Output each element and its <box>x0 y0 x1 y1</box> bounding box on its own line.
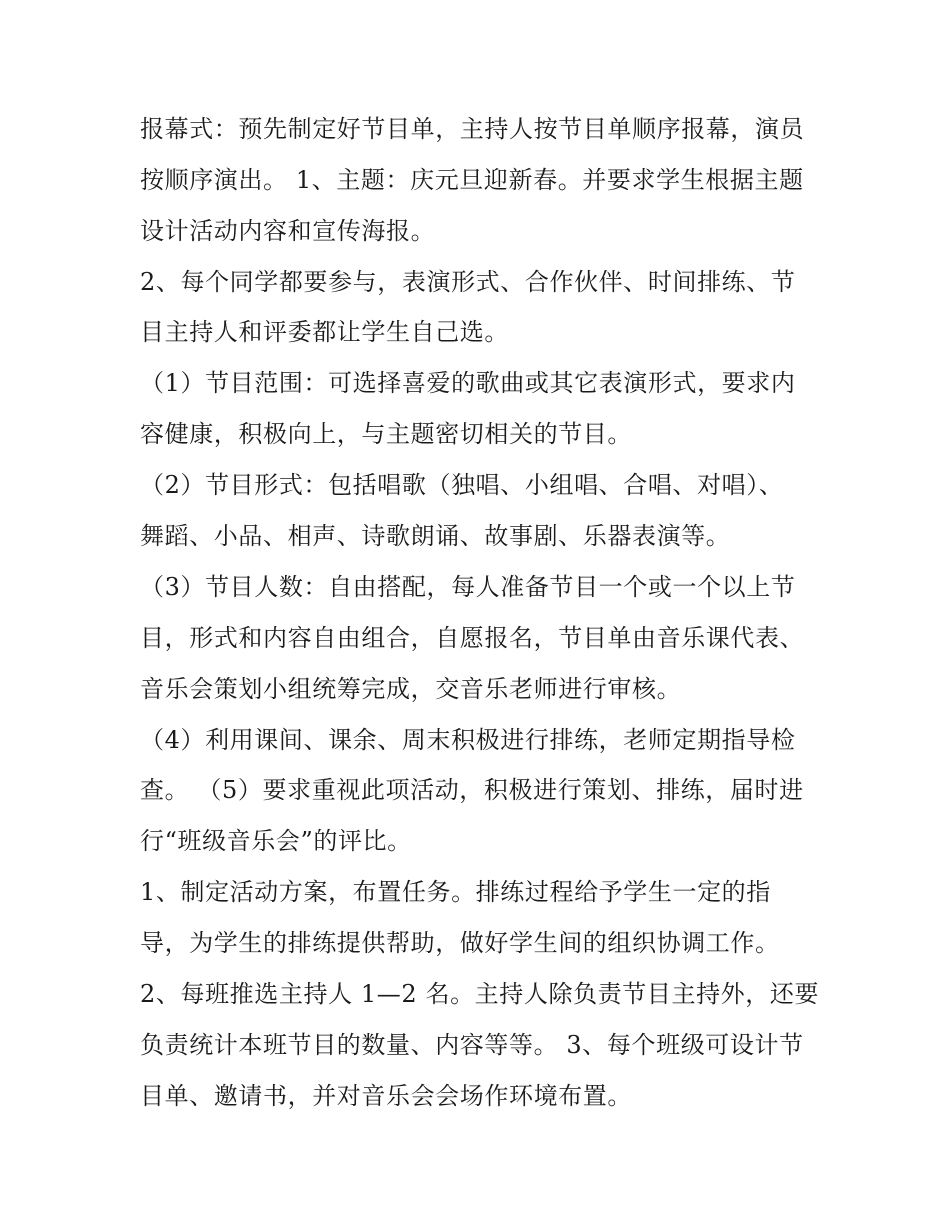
text-line: 2、每个同学都要参与，表演形式、合作伙伴、时间排练、节 <box>140 268 796 296</box>
text-line: 目主持人和评委都让学生自己选。 <box>140 318 509 346</box>
text-line: 2、每班推选主持人 1—2 名。主持人除负责节目主持外，还要 <box>140 980 820 1008</box>
text-line: （4）利用课间、课余、周末积极进行排练，老师定期指导检 <box>140 726 796 754</box>
text-line: 舞蹈、小品、相声、诗歌朗诵、故事剧、乐器表演等。 <box>140 522 731 550</box>
text-line: 容健康，积极向上，与主题密切相关的节目。 <box>140 420 632 448</box>
text-line: 导，为学生的排练提供帮助，做好学生间的组织协调工作。 <box>140 929 780 957</box>
text-line: （1）节目范围：可选择喜爱的歌曲或其它表演形式，要求内 <box>140 369 796 397</box>
text-line: 目，形式和内容自由组合，自愿报名，节目单由音乐课代表、 <box>140 624 805 652</box>
text-line: 音乐会策划小组统筹完成，交音乐老师进行审核。 <box>140 675 682 703</box>
text-line: 查。 （5）要求重视此项活动，积极进行策划、排练，届时进 <box>140 776 804 804</box>
text-line: 按顺序演出。 1、主题：庆元旦迎新春。并要求学生根据主题 <box>140 166 804 194</box>
text-line: 负责统计本班节目的数量、内容等等。 3、每个班级可设计节 <box>140 1031 804 1059</box>
text-line: 目单、邀请书，并对音乐会会场作环境布置。 <box>140 1082 632 1110</box>
text-line: 行“班级音乐会”的评比。 <box>140 827 412 855</box>
text-line: （3）节目人数：自由搭配，每人准备节目一个或一个以上节 <box>140 573 796 601</box>
text-line: 设计活动内容和宣传海报。 <box>140 217 436 245</box>
text-line: （2）节目形式：包括唱歌（独唱、小组唱、合唱、对唱）、 <box>140 471 784 499</box>
text-line: 报幕式：预先制定好节目单，主持人按节目单顺序报幕，演员 <box>140 115 805 143</box>
text-line: 1、制定活动方案，布置任务。排练过程给予学生一定的指 <box>140 878 771 906</box>
